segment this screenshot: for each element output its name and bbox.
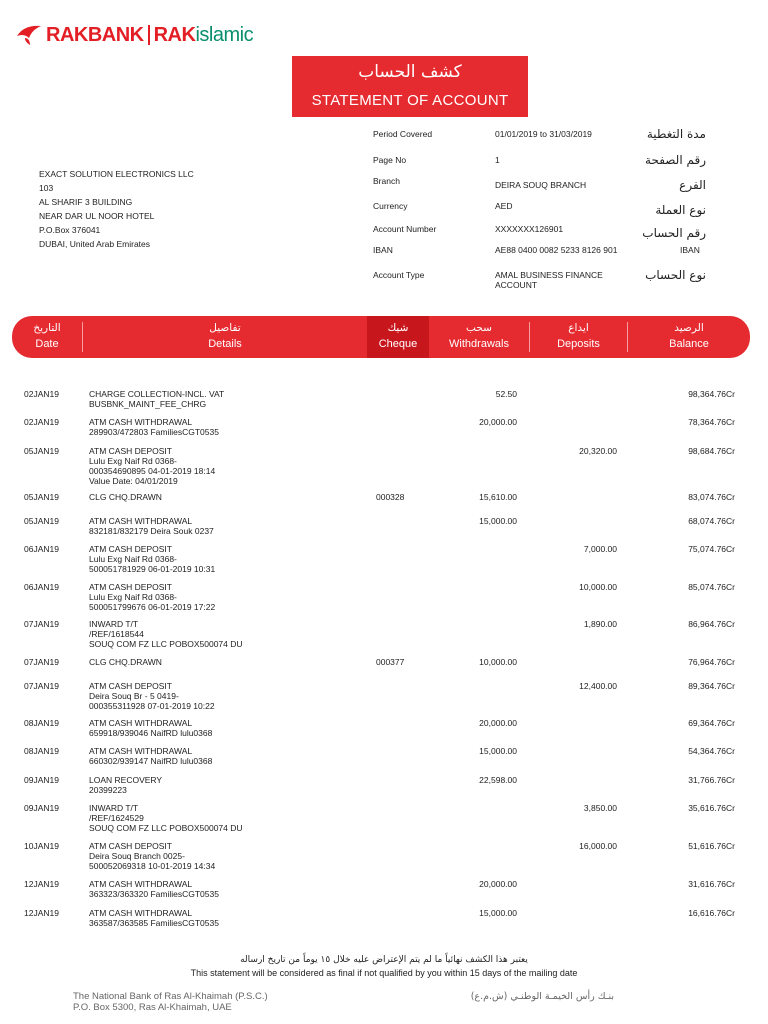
row-balance: 51,616.76Cr bbox=[688, 841, 735, 851]
row-date: 10JAN19 bbox=[24, 841, 59, 851]
row-details-line: Value Date: 04/01/2019 bbox=[89, 476, 178, 486]
title-english: STATEMENT OF ACCOUNT bbox=[311, 92, 509, 109]
row-balance: 89,364.76Cr bbox=[688, 681, 735, 691]
page-label-arabic: رقم الصفحة bbox=[645, 153, 706, 167]
notice-english: This statement will be considered as final if not qualified by you within 15 days of the mailing date bbox=[190, 968, 578, 978]
row-details-line: /REF/1618544 bbox=[89, 629, 144, 639]
row-details-line: 289903/472803 FamiliesCGT0535 bbox=[89, 427, 219, 437]
logo-divider bbox=[148, 25, 150, 45]
row-date: 05JAN19 bbox=[24, 446, 59, 456]
column-header-details-english: Details bbox=[208, 338, 242, 350]
row-balance: 54,364.76Cr bbox=[688, 746, 735, 756]
row-details-line: 000355311928 07-01-2019 10:22 bbox=[89, 701, 215, 711]
row-details-line: 660302/939147 NaifRD lulu0368 bbox=[89, 756, 213, 766]
row-details bbox=[89, 746, 349, 766]
account-type-label: Account Type bbox=[373, 270, 425, 280]
row-date: 02JAN19 bbox=[24, 389, 59, 399]
row-deposit: 7,000.00 bbox=[583, 544, 617, 554]
row-details-line: 832181/832179 Deira Souk 0237 bbox=[89, 526, 214, 536]
row-details-line: ATM CASH WITHDRAWAL bbox=[89, 417, 193, 427]
row-balance: 76,964.76Cr bbox=[688, 657, 735, 667]
column-header-balance-english: Balance bbox=[669, 338, 709, 350]
row-date: 07JAN19 bbox=[24, 657, 59, 667]
row-details-line: CLG CHQ.DRAWN bbox=[89, 492, 162, 502]
row-balance: 78,364.76Cr bbox=[688, 417, 735, 427]
account-number-label: Account Number bbox=[373, 224, 437, 234]
row-details-line: Lulu Exg Naif Rd 0368- bbox=[89, 554, 177, 564]
row-details-line: 500051781929 06-01-2019 10:31 bbox=[89, 564, 216, 574]
row-details bbox=[89, 841, 349, 871]
bank-logo bbox=[16, 22, 253, 48]
period-label-arabic: مدة التغطية bbox=[646, 127, 706, 141]
row-details-line: 363323/363320 FamiliesCGT0535 bbox=[89, 889, 219, 899]
footer-bank-po-box: P.O. Box 5300, Ras Al-Khaimah, UAE bbox=[73, 1002, 232, 1013]
row-details-line: SOUQ COM FZ LLC POBOX500074 DU bbox=[89, 639, 243, 649]
row-date: 06JAN19 bbox=[24, 582, 59, 592]
row-withdrawal: 15,000.00 bbox=[479, 908, 517, 918]
branch-value: DEIRA SOUQ BRANCH bbox=[495, 180, 587, 190]
row-details-line: 659918/939046 NaifRD lulu0368 bbox=[89, 728, 213, 738]
customer-address-line: 103 bbox=[39, 183, 54, 193]
row-date: 09JAN19 bbox=[24, 775, 59, 785]
row-details-line: ATM CASH WITHDRAWAL bbox=[89, 516, 193, 526]
iban-value: AE88 0400 0082 5233 8126 901 bbox=[495, 245, 618, 255]
title-arabic: كشف الحساب bbox=[358, 62, 462, 82]
column-header-withdrawals bbox=[429, 316, 529, 358]
row-balance: 98,364.76Cr bbox=[688, 389, 735, 399]
row-balance: 86,964.76Cr bbox=[688, 619, 735, 629]
row-details bbox=[89, 492, 349, 502]
row-details bbox=[89, 718, 349, 738]
iban-label-right: IBAN bbox=[680, 245, 700, 255]
customer-address bbox=[39, 167, 194, 251]
row-details-line: 500051799676 06-01-2019 17:22 bbox=[89, 602, 216, 612]
row-details-line: Lulu Exg Naif Rd 0368- bbox=[89, 592, 177, 602]
row-withdrawal: 10,000.00 bbox=[479, 657, 517, 667]
customer-address-line: NEAR DAR UL NOOR HOTEL bbox=[39, 211, 155, 221]
row-cheque: 000328 bbox=[376, 492, 405, 502]
account-number-value: XXXXXXX126901 bbox=[495, 224, 564, 234]
row-details-line: ATM CASH DEPOSIT bbox=[89, 544, 172, 554]
row-balance: 69,364.76Cr bbox=[688, 718, 735, 728]
row-balance: 31,616.76Cr bbox=[688, 879, 735, 889]
column-header-withdrawals-arabic: سحب bbox=[466, 322, 492, 334]
row-date: 12JAN19 bbox=[24, 908, 59, 918]
customer-address-line: P.O.Box 376041 bbox=[39, 225, 101, 235]
row-withdrawal: 20,000.00 bbox=[479, 879, 517, 889]
column-header-withdrawals-english: Withdrawals bbox=[449, 338, 509, 350]
column-header-details-arabic: تفاصيل bbox=[209, 322, 241, 334]
row-date: 05JAN19 bbox=[24, 516, 59, 526]
row-details-line: CLG CHQ.DRAWN bbox=[89, 657, 162, 667]
account-type-label-arabic: نوع الحساب bbox=[645, 268, 706, 282]
currency-value: AED bbox=[495, 201, 513, 211]
row-details-line: /REF/1624529 bbox=[89, 813, 144, 823]
row-date: 02JAN19 bbox=[24, 417, 59, 427]
column-header-cheque-english: Cheque bbox=[378, 338, 418, 350]
row-deposit: 3,850.00 bbox=[583, 803, 617, 813]
statement-title-box bbox=[292, 56, 528, 117]
customer-address-line: AL SHARIF 3 BUILDING bbox=[39, 197, 133, 207]
row-details-line: Deira Souq Br - 5 0419- bbox=[89, 691, 179, 701]
row-details bbox=[89, 516, 349, 536]
currency-label-arabic: نوع العملة bbox=[655, 203, 706, 217]
row-details-line: ATM CASH DEPOSIT bbox=[89, 582, 172, 592]
row-date: 07JAN19 bbox=[24, 619, 59, 629]
iban-label: IBAN bbox=[373, 245, 393, 255]
row-balance: 35,616.76Cr bbox=[688, 803, 735, 813]
row-withdrawal: 22,598.00 bbox=[479, 775, 517, 785]
row-withdrawal: 20,000.00 bbox=[479, 417, 517, 427]
row-date: 08JAN19 bbox=[24, 718, 59, 728]
row-details-line: ATM CASH DEPOSIT bbox=[89, 681, 172, 691]
period-label: Period Covered bbox=[373, 129, 433, 139]
row-details bbox=[89, 681, 349, 711]
account-number-label-arabic: رقم الحساب bbox=[642, 226, 706, 240]
column-header-date-english: Date bbox=[35, 338, 59, 350]
row-details bbox=[89, 446, 349, 486]
row-details-line: SOUQ COM FZ LLC POBOX500074 DU bbox=[89, 823, 243, 833]
row-date: 07JAN19 bbox=[24, 681, 59, 691]
row-details bbox=[89, 582, 349, 612]
row-withdrawal: 15,000.00 bbox=[479, 746, 517, 756]
customer-name: EXACT SOLUTION ELECTRONICS LLC bbox=[39, 169, 194, 179]
footer-bank-name-arabic: بنـك رأس الخيمـة الوطنـي (ش.م.ع) bbox=[470, 991, 614, 1002]
logo-rakbank-text: RAKBANK bbox=[46, 23, 144, 46]
column-header-balance bbox=[628, 316, 750, 358]
row-details-line: 20399223 bbox=[89, 785, 127, 795]
row-balance: 31,766.76Cr bbox=[688, 775, 735, 785]
row-details bbox=[89, 417, 349, 437]
row-details-line: 500052069318 10-01-2019 14:34 bbox=[89, 861, 216, 871]
row-details-line: Deira Souq Branch 0025- bbox=[89, 851, 185, 861]
row-cheque: 000377 bbox=[376, 657, 405, 667]
row-deposit: 12,400.00 bbox=[579, 681, 617, 691]
period-value: 01/01/2019 to 31/03/2019 bbox=[495, 129, 592, 139]
row-balance: 85,074.76Cr bbox=[688, 582, 735, 592]
logo-islamic-text: islamic bbox=[195, 23, 254, 46]
row-details-line: ATM CASH WITHDRAWAL bbox=[89, 908, 193, 918]
row-details-line: INWARD T/T bbox=[89, 803, 139, 813]
row-details-line: LOAN RECOVERY bbox=[89, 775, 163, 785]
row-details bbox=[89, 908, 349, 928]
row-withdrawal: 20,000.00 bbox=[479, 718, 517, 728]
column-header-deposits-arabic: ايداع bbox=[568, 322, 589, 334]
row-details-line: BUSBNK_MAINT_FEE_CHRG bbox=[89, 399, 207, 409]
row-details-line: CHARGE COLLECTION-INCL. VAT bbox=[89, 389, 225, 399]
row-withdrawal: 52.50 bbox=[495, 389, 517, 399]
column-header-cheque bbox=[367, 316, 429, 358]
row-balance: 75,074.76Cr bbox=[688, 544, 735, 554]
row-date: 06JAN19 bbox=[24, 544, 59, 554]
row-balance: 68,074.76Cr bbox=[688, 516, 735, 526]
row-details bbox=[89, 389, 349, 409]
row-balance: 98,684.76Cr bbox=[688, 446, 735, 456]
branch-label-arabic: الفرع bbox=[679, 178, 706, 192]
logo-rak-text: RAK bbox=[153, 23, 196, 46]
rakbank-bird-icon bbox=[16, 24, 42, 46]
footer-bank-address bbox=[73, 991, 268, 1013]
row-details bbox=[89, 775, 349, 795]
column-header-deposits-english: Deposits bbox=[557, 338, 600, 350]
page-value: 1 bbox=[495, 155, 500, 165]
row-details-line: INWARD T/T bbox=[89, 619, 139, 629]
row-details bbox=[89, 544, 349, 574]
column-header-cheque-arabic: شيك bbox=[387, 322, 409, 334]
notice-arabic: يعتبر هذا الكشف نهائياً ما لم يتم الإعتراض عليه خلال ١٥ يوماً من تاريخ ارساله bbox=[240, 955, 528, 965]
column-header-details bbox=[83, 316, 367, 358]
row-date: 12JAN19 bbox=[24, 879, 59, 889]
account-type-value-line2: ACCOUNT bbox=[495, 280, 538, 290]
row-details-line: ATM CASH WITHDRAWAL bbox=[89, 718, 193, 728]
row-details bbox=[89, 879, 349, 899]
row-details-line: 000354690895 04-01-2019 18:14 bbox=[89, 466, 216, 476]
column-header-balance-arabic: الرصيد bbox=[674, 322, 704, 334]
row-deposit: 16,000.00 bbox=[579, 841, 617, 851]
row-details-line: ATM CASH WITHDRAWAL bbox=[89, 879, 193, 889]
row-details-line: Lulu Exg Naif Rd 0368- bbox=[89, 456, 177, 466]
row-withdrawal: 15,610.00 bbox=[479, 492, 517, 502]
customer-address-line: DUBAI, United Arab Emirates bbox=[39, 239, 151, 249]
row-deposit: 20,320.00 bbox=[579, 446, 617, 456]
row-deposit: 1,890.00 bbox=[583, 619, 617, 629]
row-date: 08JAN19 bbox=[24, 746, 59, 756]
row-withdrawal: 15,000.00 bbox=[479, 516, 517, 526]
row-date: 05JAN19 bbox=[24, 492, 59, 502]
row-details bbox=[89, 657, 349, 667]
row-balance: 83,074.76Cr bbox=[688, 492, 735, 502]
footer-bank-name: The National Bank of Ras Al-Khaimah (P.S.C.) bbox=[73, 991, 268, 1002]
page-label: Page No bbox=[373, 155, 407, 165]
branch-label: Branch bbox=[373, 176, 400, 186]
row-date: 09JAN19 bbox=[24, 803, 59, 813]
row-details-line: ATM CASH DEPOSIT bbox=[89, 841, 172, 851]
row-details bbox=[89, 619, 349, 649]
column-header-deposits bbox=[530, 316, 627, 358]
column-header-date bbox=[12, 316, 82, 358]
row-details bbox=[89, 803, 349, 833]
row-details-line: ATM CASH DEPOSIT bbox=[89, 446, 172, 456]
account-type-value-line1: AMAL BUSINESS FINANCE bbox=[495, 270, 603, 280]
transactions-table-header bbox=[12, 316, 750, 358]
row-details-line: 363587/363585 FamiliesCGT0535 bbox=[89, 918, 219, 928]
row-details-line: ATM CASH WITHDRAWAL bbox=[89, 746, 193, 756]
row-deposit: 10,000.00 bbox=[579, 582, 617, 592]
row-balance: 16,616.76Cr bbox=[688, 908, 735, 918]
column-header-date-arabic: التاريخ bbox=[33, 322, 61, 334]
currency-label: Currency bbox=[373, 201, 408, 211]
